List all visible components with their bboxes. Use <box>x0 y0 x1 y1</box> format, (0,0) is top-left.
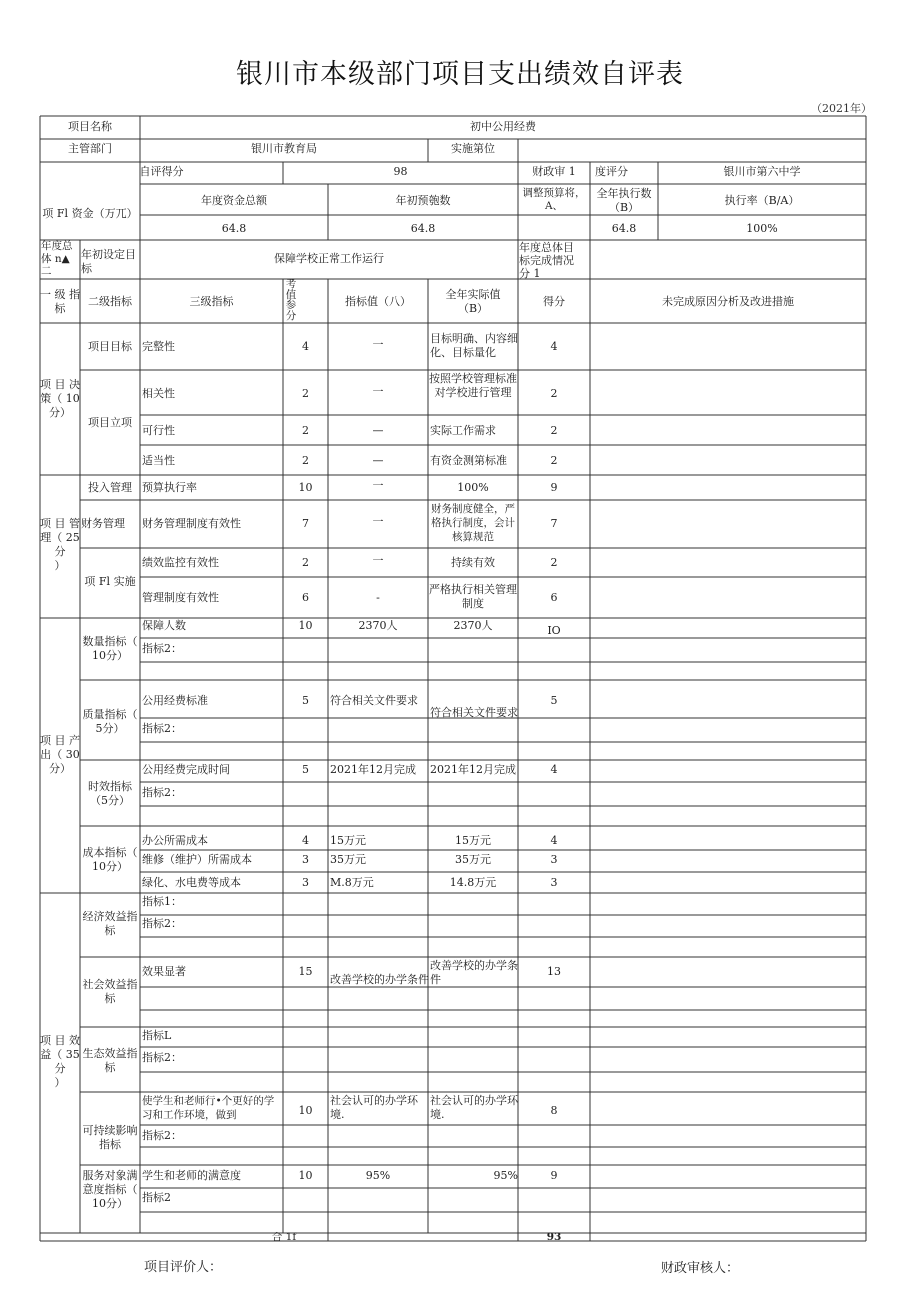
section-benefit: 项 目 效 益（ 35 分 ） <box>40 1034 80 1089</box>
table-row-l3: 财务管理制度有效性 <box>142 517 241 530</box>
table-row-l3: 学生和老师的满意度 <box>142 1169 241 1182</box>
table-row-weight: 7 <box>302 517 309 530</box>
table-row-score: IO <box>547 624 561 637</box>
total-score: 93 <box>546 1232 562 1241</box>
table-row-l3: 使学生和老师行•个更好的学 习和工作环境，做到 <box>142 1095 275 1121</box>
l2-sustainable: 可持续影响 指标 <box>82 1124 138 1151</box>
table-row-actual: 目标明确、内容细 化、目标量化 <box>430 332 518 359</box>
l2-project-setup: 项目立项 <box>88 416 132 429</box>
table-row-target: 一 <box>372 515 384 528</box>
col-reason: 未完成原因分析及改进措施 <box>662 295 794 308</box>
l2-quality: 质量指标（ 5分） <box>82 708 138 735</box>
table-row-actual: 财务制度健全，严 格执行制度，会计 核算规范 <box>431 503 515 543</box>
table-row-l3: 相关性 <box>142 387 175 400</box>
table-row-l3: 公用经费完成时间 <box>142 763 230 776</box>
table-row-actual: 严格执行相关管理 制度 <box>429 583 517 610</box>
year-note: （2021年） <box>811 102 872 115</box>
table-row-score: 3 <box>550 853 558 866</box>
col-target: 指标值（八） <box>345 295 411 308</box>
finance-review-signature-label: 财政审核人： <box>661 1261 740 1276</box>
table-row-score: 4 <box>550 834 558 847</box>
l2-cost: 成本指标（ 10分） <box>82 846 138 873</box>
fund-col-executed: 全年执行数 （B） <box>596 187 652 214</box>
impl-label: 实施第位 <box>451 142 495 155</box>
table-row-target: 符合相关文件要求 <box>330 694 418 707</box>
table-row-weight: 5 <box>302 694 309 707</box>
evaluator-signature-label: 项目评价人： <box>144 1260 223 1275</box>
table-row-actual: 社会认可的办学环 境. <box>430 1094 518 1121</box>
l2-quantity: 数量指标（ 10分） <box>82 635 138 662</box>
table-row-actual: 符合相关文件要求 <box>430 706 518 719</box>
document-title: 银川市本级部门项目支出绩效自评表 <box>236 59 684 90</box>
table-row-l3: 指标2： <box>142 1129 182 1142</box>
table-row-score: 6 <box>550 591 558 604</box>
fund-col-initial: 年初预匏数 <box>395 194 451 207</box>
table-row-score: 5 <box>550 694 558 707</box>
table-row-score: 9 <box>550 1169 558 1182</box>
table-row-l3: 维修（维护）所需成本 <box>142 853 252 866</box>
table-row-actual: 2370人 <box>453 619 493 632</box>
finance-score-label: 度评分 <box>595 165 628 178</box>
table-row-score: 2 <box>550 556 558 569</box>
table-row-actual: 持续有效 <box>451 556 495 569</box>
table-row-score: 4 <box>550 340 558 353</box>
table-row-target: 一 <box>372 554 384 567</box>
section-decision: 项 目 决 策（ 10 分） <box>40 378 80 419</box>
col-level2: 二级指标 <box>88 295 132 308</box>
goal-set-label: 年初设定目 标 <box>81 248 136 275</box>
table-row-weight: 10 <box>298 619 313 632</box>
table-row-score: 4 <box>550 763 558 776</box>
table-row-l3: 指标2 <box>142 1191 171 1204</box>
table-row-l3: 指标1： <box>142 895 182 908</box>
table-row-actual: 改善学校的办学条 件 <box>430 959 518 986</box>
dept-label: 主管部门 <box>68 142 112 155</box>
col-level1: 一 级 指 标 <box>40 288 80 315</box>
table-row-target: - <box>376 591 380 604</box>
table-row-weight: 3 <box>302 853 309 866</box>
table-row-weight: 2 <box>302 556 309 569</box>
table-row-score: 3 <box>550 876 558 889</box>
l2-project-impl: 项 Fl 实施 <box>84 575 136 588</box>
table-row-target: 一 <box>372 338 384 351</box>
l2-social: 社会效益指 标 <box>82 978 138 1005</box>
table-row-l3: 办公所需成本 <box>142 834 208 847</box>
table-row-weight: 4 <box>302 340 309 353</box>
table-row-l3: 指标2： <box>142 642 182 655</box>
table-row-weight: 3 <box>302 876 309 889</box>
table-row-l3: 指标2： <box>142 722 182 735</box>
table-row-actual: 14.8万元 <box>449 876 497 889</box>
impl-unit-value: 银川市第六中学 <box>723 165 801 178</box>
table-row-target: — <box>372 454 384 467</box>
section-management: 项 目 管 理（ 25 分 ） <box>40 517 80 572</box>
table-row-score: 9 <box>550 481 558 494</box>
table-row-l3: 指标2： <box>142 1051 182 1064</box>
fund-val-total: 64.8 <box>221 222 247 235</box>
table-row-target: 35万元 <box>330 853 366 866</box>
table-row-weight: 2 <box>302 454 309 467</box>
table-row-l3: 适当性 <box>142 454 175 467</box>
table-row-actual: 实际工作需求 <box>430 424 496 437</box>
total-label: 合 1f <box>271 1232 297 1241</box>
table-row-l3: 绿化、水电费等成本 <box>142 876 241 889</box>
table-row-weight: 10 <box>298 1169 313 1182</box>
table-row-weight: 15 <box>298 965 313 978</box>
table-row-score: 13 <box>547 965 561 978</box>
table-row-target: 社会认可的办学环 境. <box>330 1094 418 1121</box>
annual-goal-label: 年度总 体 n▲ 二 <box>41 240 73 277</box>
table-row-score: 8 <box>550 1104 558 1117</box>
table-row-target: 一 <box>372 479 384 492</box>
table-row-l3: 指标2： <box>142 786 182 799</box>
table-row-weight: 6 <box>302 591 309 604</box>
fund-col-total: 年度资金总额 <box>201 194 267 207</box>
project-name-label: 项目名称 <box>68 120 112 133</box>
table-row-l3: 管理制度有效性 <box>142 591 219 604</box>
l2-ecological: 生态效益指 标 <box>82 1047 138 1074</box>
table-row-target: 2370人 <box>358 619 398 632</box>
table-row-target: 改善学校的办学条件 <box>330 973 429 986</box>
table-row-weight: 2 <box>302 424 309 437</box>
table-row-l3: 保障人数 <box>142 619 186 632</box>
goal-text: 保障学校正常工作运行 <box>274 252 384 265</box>
fund-val-initial: 64.8 <box>410 222 436 235</box>
table-row-l3: 预算执行率 <box>142 481 197 494</box>
project-name-value: 初中公用经费 <box>470 120 536 133</box>
l2-input-mgmt: 投入管理 <box>88 481 132 494</box>
table-row-weight: 2 <box>302 387 309 400</box>
table-row-actual: 有资金测第标准 <box>430 454 507 467</box>
table-row-l3: 效果显著 <box>142 965 186 978</box>
l2-project-goal: 项目目标 <box>88 340 132 353</box>
table-row-target: 15万元 <box>330 834 366 847</box>
table-row-weight: 10 <box>298 481 313 494</box>
fund-label: 项 Fl 资金（万兀） <box>42 207 138 220</box>
table-row-l3: 指标2： <box>142 917 182 930</box>
l2-finance-mgmt: 财务管理 <box>81 517 125 530</box>
table-row-weight: 5 <box>302 763 309 776</box>
col-level3: 三级指标 <box>189 295 234 308</box>
table-row-actual: 95% <box>493 1169 518 1182</box>
table-row-weight: 10 <box>298 1104 313 1117</box>
table-row-target: 一 <box>372 385 384 398</box>
col-actual: 全年实际值 （B） <box>445 288 501 315</box>
table-row-score: 2 <box>550 424 558 437</box>
table-row-score: 7 <box>550 517 558 530</box>
goal-done-label: 年度总体目 标完成情况 分 1 <box>519 241 574 279</box>
table-row-actual: 15万元 <box>455 834 491 847</box>
table-row-target: 95% <box>365 1169 391 1182</box>
fund-col-adjusted: 调整预算将， A、 <box>522 187 586 212</box>
self-score-label: 自评得分 <box>139 165 184 178</box>
dept-value: 银川市教育局 <box>251 142 317 155</box>
table-row-target: M.8万元 <box>330 876 374 889</box>
col-weight: 考 值 参 分 <box>285 279 297 322</box>
section-output: 项 目 产 出（ 30 分） <box>40 734 80 775</box>
table-row-l3: 公用经费标准 <box>142 694 208 707</box>
table-row-score: 2 <box>550 454 558 467</box>
self-score-value: 98 <box>393 165 408 178</box>
table-row-l3: 完整性 <box>142 340 175 353</box>
fund-col-rate: 执行率（B/A） <box>724 194 800 207</box>
table-row-actual: 100% <box>457 481 489 494</box>
table-row-actual: 2021年12月完成 <box>430 763 516 776</box>
l2-timeliness: 时效指标 （5分） <box>88 780 132 807</box>
table-row-l3: 指标L <box>142 1029 172 1042</box>
table-row-actual: 35万元 <box>455 853 491 866</box>
table-row-l3: 可行性 <box>142 424 175 437</box>
table-row-score: 2 <box>550 387 558 400</box>
l2-economic: 经济效益指 标 <box>82 910 138 937</box>
table-row-actual: 按照学校管理标准 对学校进行管理 <box>429 372 517 399</box>
table-row-target: — <box>372 424 384 437</box>
table-row-l3: 绩效监控有效性 <box>142 556 219 569</box>
table-row-weight: 4 <box>302 834 309 847</box>
fund-val-executed: 64.8 <box>611 222 637 235</box>
l2-satisfaction: 服务对象满 意度指标（ 10分） <box>82 1169 138 1210</box>
finance-review-label: 财政审 1 <box>532 165 576 178</box>
fund-val-rate: 100% <box>746 222 778 235</box>
table-row-target: 2021年12月完成 <box>330 763 416 776</box>
col-score: 得分 <box>543 295 565 308</box>
